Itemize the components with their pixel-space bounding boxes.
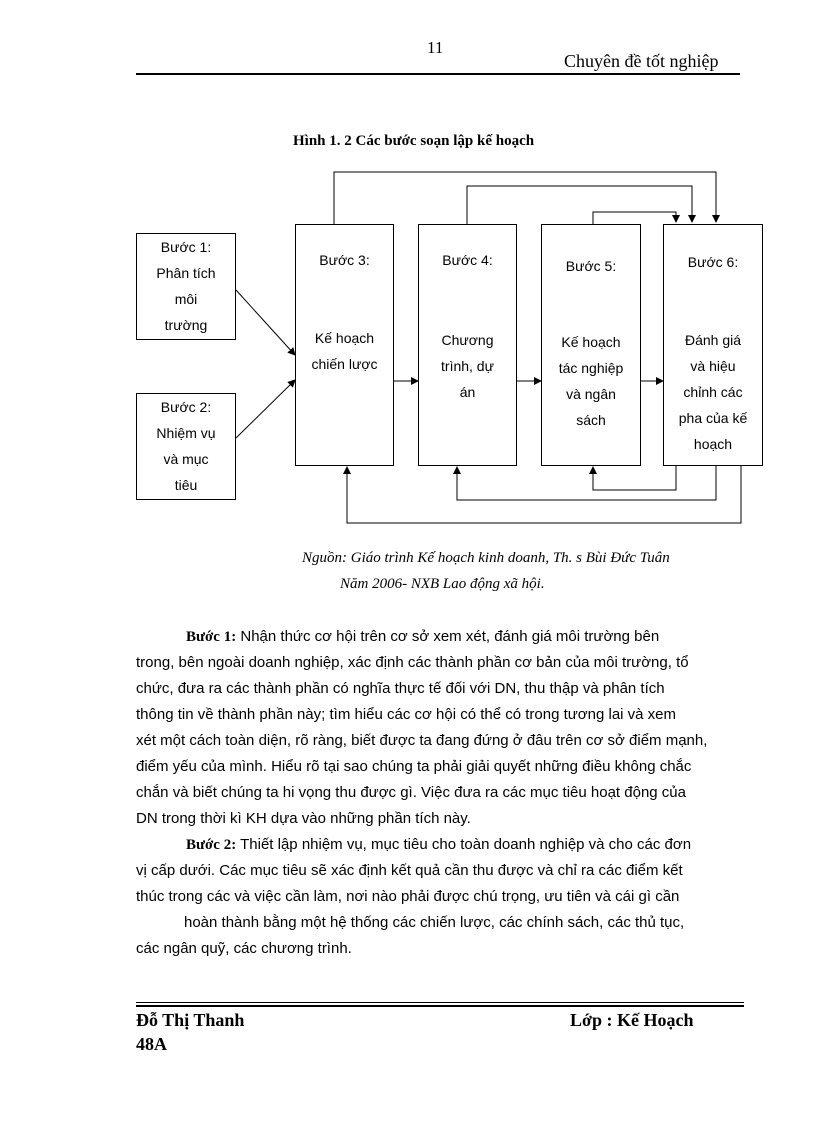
step1-box — [136, 233, 236, 340]
footer-class-suffix: 48A — [136, 1034, 167, 1054]
paragraph-2-line: các ngân quỹ, các chương trình. — [136, 940, 352, 957]
step6-box — [663, 224, 763, 466]
paragraph-2-line: Thiết lập nhiệm vụ, mục tiêu cho toàn doanh nghiệp và cho các đơn — [236, 836, 692, 853]
paragraph-2-line: hoàn thành bằng một hệ thống các chiến lược, các chính sách, các thủ tục, — [184, 914, 685, 931]
arrow-step2-to-step3 — [236, 380, 295, 438]
step4-box — [418, 224, 517, 466]
step6-line: pha của kế — [678, 410, 748, 426]
feedback-step6-to-step5 — [593, 465, 676, 490]
paragraph-2-first-line — [186, 832, 691, 858]
step6-line: hoạch — [693, 436, 733, 452]
paragraph-2 — [136, 858, 740, 962]
step1-line: trường — [164, 317, 208, 333]
step5-heading: Bước 5: — [565, 258, 617, 274]
figure-source-line1: Nguồn: Giáo trình Kế hoạch kinh doanh, Th. s Bùi Đức Tuân — [302, 550, 670, 566]
paragraph-2-label: Bước 2: — [186, 837, 237, 853]
paragraph-1-line: chức, đưa ra các thành phần có nghĩa thực tế đối với DN, thu thập và phân tích — [136, 680, 665, 697]
paragraph-2-line: thúc trong các và việc cần làm, nơi nào phải được chú trọng, ưu tiên và cái gì cần — [136, 888, 680, 905]
step3-box — [295, 224, 394, 466]
feedback-step4-to-step6 — [467, 186, 692, 224]
step2-box — [136, 393, 236, 500]
footer-rule — [136, 1005, 744, 1007]
step4-line: Chương — [441, 332, 494, 348]
footer-author: Đỗ Thị Thanh — [136, 1010, 245, 1030]
step4-line: án — [459, 384, 476, 400]
paragraph-1-line: Nhận thức cơ hội trên cơ sở xem xét, đánh giá môi trường bên — [236, 628, 660, 645]
step2-line: Nhiệm vụ — [156, 425, 216, 441]
footer-rule — [136, 1002, 744, 1003]
step6-line: Đánh giá — [684, 332, 742, 348]
feedback-step6-to-step3 — [347, 465, 741, 523]
step1-line: Phân tích — [156, 265, 216, 281]
step3-heading: Bước 3: — [319, 252, 370, 268]
step6-heading: Bước 6: — [687, 254, 739, 270]
paragraph-1 — [136, 650, 740, 832]
paragraph-1-line: trong, bên ngoài doanh nghiệp, xác định các thành phần cơ bản của môi trường, tổ — [136, 654, 689, 671]
footer-class: Lớp : Kế Hoạch — [570, 1010, 694, 1030]
step2-line: và mục — [163, 451, 209, 467]
step5-line: Kế hoạch — [561, 334, 621, 350]
feedback-step3-to-step6 — [334, 172, 716, 224]
step4-heading: Bước 4: — [442, 252, 493, 268]
step1-line: môi — [174, 291, 198, 307]
step6-line: chỉnh các — [683, 384, 743, 400]
paragraph-1-line: chắn và biết chúng ta hi vọng thu được gì. Việc đưa ra các mục tiêu hoạt động của — [136, 784, 686, 801]
step2-line: tiêu — [174, 477, 198, 493]
feedback-step6-to-step4 — [457, 465, 716, 500]
paragraph-1-line: thông tin về thành phần này; tìm hiểu các cơ hội có thể có trong tương lai và xem — [136, 706, 677, 723]
step6-line: và hiệu — [690, 358, 736, 374]
step5-line: và ngân — [566, 386, 616, 402]
step5-box — [541, 224, 641, 466]
paragraph-1-line: điểm yếu của mình. Hiểu rõ tại sao chúng ta phải giải quyết những điều không chắc — [136, 758, 692, 775]
paragraph-1-label: Bước 1: — [186, 629, 237, 645]
figure-source-line2: Năm 2006- NXB Lao động xã hội. — [340, 576, 545, 592]
header-title: Chuyên đề tốt nghiệp — [564, 51, 719, 71]
step2-line: Bước 2: — [160, 399, 212, 415]
paragraph-1-line: DN trong thời kì KH dựa vào những phần tích này. — [136, 810, 471, 827]
step5-line: sách — [576, 412, 606, 428]
figure-title: Hình 1. 2 Các bước soạn lập kế hoạch — [293, 133, 535, 149]
paragraph-1-first-line — [186, 624, 659, 650]
paragraph-1-line: xét một cách toàn diện, rõ ràng, biết được ta đang đứng ở đâu trên cơ sở điểm mạnh, — [136, 732, 708, 749]
paragraph-2-line: vị cấp dưới. Các mục tiêu sẽ xác định kết quả cần thu được và chỉ ra các điểm kết — [136, 862, 683, 879]
step3-line: Kế hoạch — [314, 330, 375, 346]
feedback-step5-to-step6 — [593, 212, 676, 224]
arrow-step1-to-step3 — [236, 290, 295, 355]
step1-line: Bước 1: — [160, 239, 212, 255]
step5-line: tác nghiệp — [558, 360, 624, 376]
step3-line: chiến lược — [311, 356, 378, 372]
step4-line: trình, dự — [441, 358, 494, 374]
page-number: 11 — [427, 38, 444, 57]
